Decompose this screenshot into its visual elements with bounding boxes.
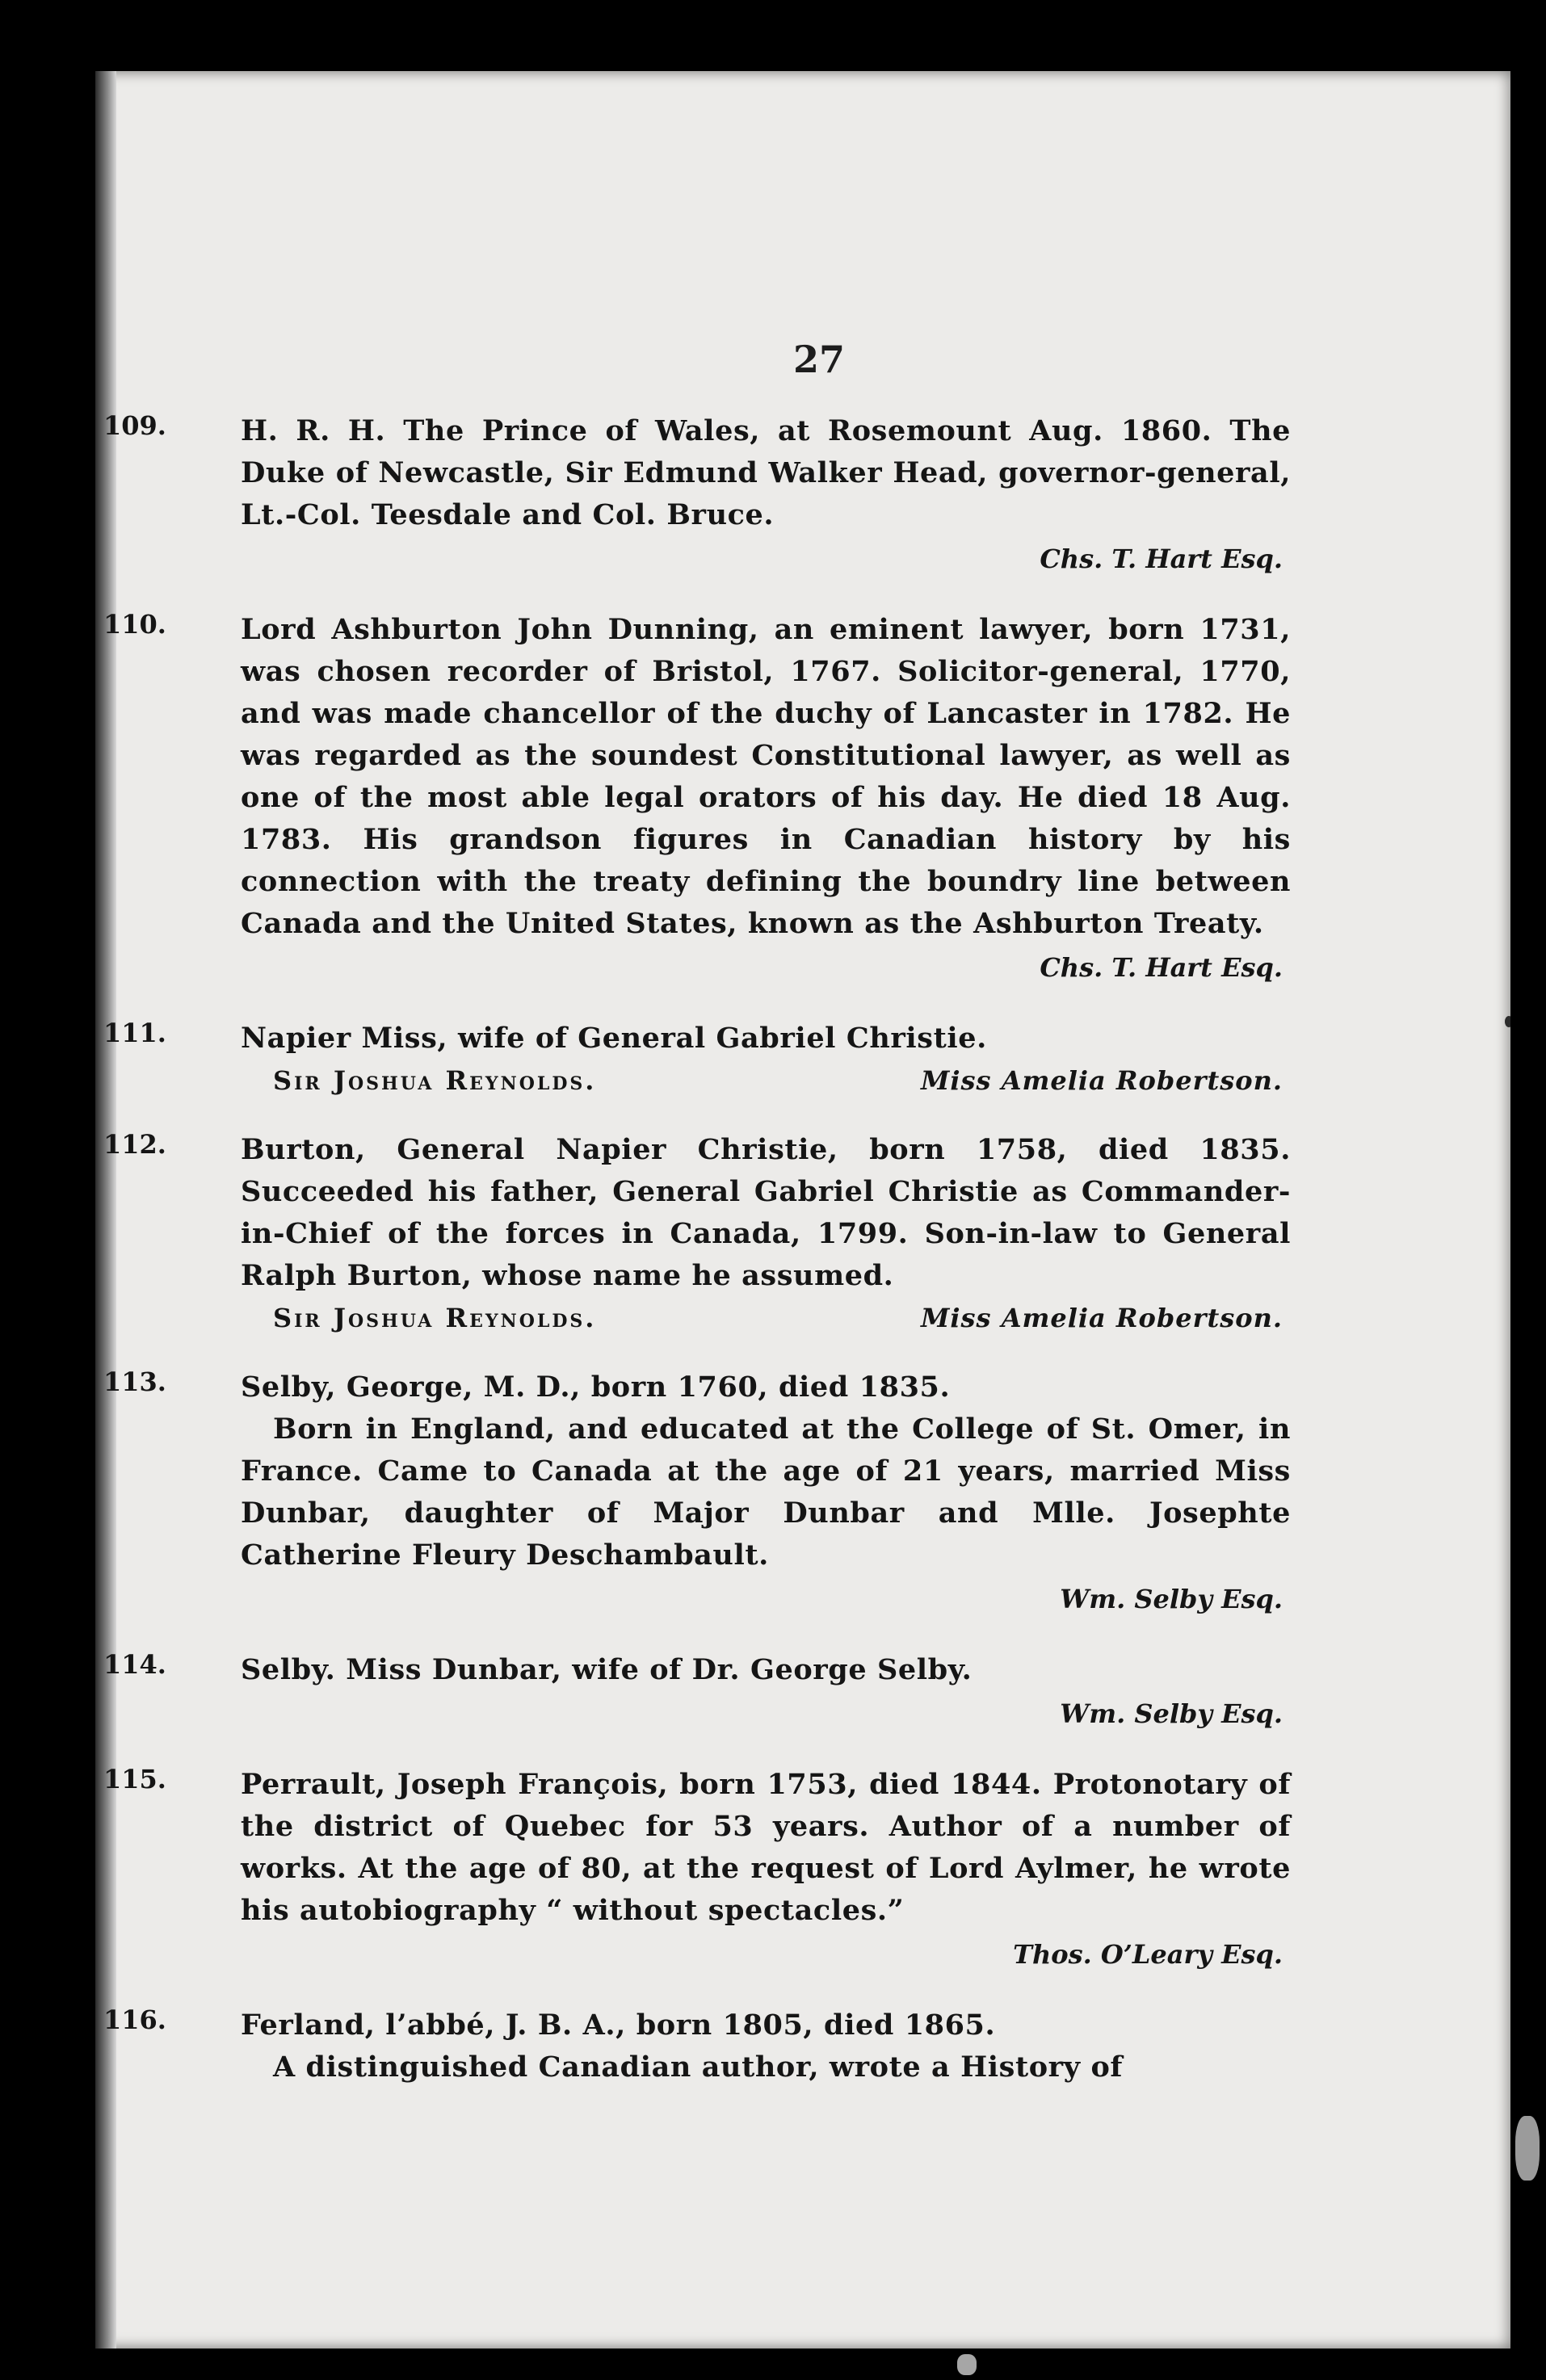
- scan-artifact: [1505, 1016, 1510, 1027]
- entry-text: Lord Ashburton John Dunning, an eminent lawyer, born 1731, was chosen recorder of Bristol, 1767. Solicitor-general, 1770, and was made chancellor of the duchy of Lancaster in 1782. He was regarded as the soundest Constitutional lawyer, as well as one of the most able legal orators of his day. He died 18 Aug. 1783. His grandson figures in Canadian history by his connection with the treaty defining the boundry line between Canada and the United States, known as the Ashburton Treaty.: [241, 613, 1291, 940]
- entry-artist: Sir Joshua Reynolds.: [273, 1065, 597, 1096]
- entry-collection: Miss Amelia Robertson.: [920, 1065, 1283, 1096]
- catalogue-entry-113: [103, 1366, 1291, 1622]
- entry-number: 111.: [103, 1018, 166, 1048]
- entry-text: Selby. Miss Dunbar, wife of Dr. George Selby.: [241, 1653, 973, 1686]
- entry-source: Wm. Selby Esq.: [1060, 1698, 1283, 1729]
- scan-artifact-right: [1515, 2116, 1540, 2181]
- catalogue-entries: [103, 410, 1291, 2116]
- entry-collection: Miss Amelia Robertson.: [920, 1303, 1283, 1333]
- entry-number: 109.: [103, 410, 166, 441]
- entry-text: Selby, George, M. D., born 1760, died 1835.: [241, 1370, 951, 1404]
- entry-number: 116.: [103, 2004, 166, 2035]
- entry-source: Thos. O’Leary Esq.: [1013, 1939, 1283, 1970]
- catalogue-entry-116: [103, 2004, 1291, 2088]
- catalogue-entry-110: [103, 609, 1291, 990]
- page-number: 27: [792, 338, 845, 381]
- catalogue-entry-111: [103, 1018, 1291, 1102]
- catalogue-entry-114: [103, 1649, 1291, 1736]
- entry-number: 113.: [103, 1366, 166, 1397]
- entry-description: A distinguished Canadian author, wrote a History of: [273, 2050, 1124, 2084]
- attribution-line: [241, 1297, 1291, 1339]
- entry-source: Chs. T. Hart Esq.: [1040, 952, 1283, 983]
- entry-number: 115.: [103, 1764, 166, 1794]
- entry-description: Born in England, and educated at the College of St. Omer, in France. Came to Canada at the age of 21 years, married Miss Dunbar, daughter of Major Dunbar and Mlle. Josephte Catherine Fleury Deschambault.: [241, 1412, 1291, 1572]
- catalogue-entry-112: [103, 1129, 1291, 1339]
- entry-source: Wm. Selby Esq.: [1060, 1584, 1283, 1614]
- catalogue-entry-109: [103, 410, 1291, 581]
- entry-text: Perrault, Joseph François, born 1753, died 1844. Protonotary of the district of Quebec for 53 years. Author of a number of works. At the age of 80, at the request of Lord Aylmer, he wrote his autobiography “ without spectacles.”: [241, 1768, 1291, 1927]
- entry-text: Napier Miss, wife of General Gabriel Christie.: [241, 1022, 987, 1055]
- entry-number: 112.: [103, 1129, 166, 1160]
- catalogue-entry-115: [103, 1764, 1291, 1977]
- scanned-page: [95, 71, 1510, 2349]
- entry-number: 110.: [103, 609, 166, 640]
- attribution-line: [241, 1060, 1291, 1102]
- entry-source: Chs. T. Hart Esq.: [1040, 544, 1283, 574]
- entry-text: Burton, General Napier Christie, born 1758, died 1835. Succeeded his father, General Gabriel Christie as Commander-in-Chief of the forces in Canada, 1799. Son-in-law to General Ralph Burton, whose name he assumed.: [241, 1133, 1291, 1292]
- scan-artifact-bottom: [957, 2354, 977, 2375]
- entry-text: Ferland, l’abbé, J. B. A., born 1805, died 1865.: [241, 2009, 996, 2042]
- entry-text: H. R. H. The Prince of Wales, at Rosemount Aug. 1860. The Duke of Newcastle, Sir Edmund Walker Head, governor-general, Lt.-Col. Teesdale and Col. Bruce.: [241, 414, 1291, 531]
- entry-artist: Sir Joshua Reynolds.: [273, 1303, 597, 1333]
- entry-number: 114.: [103, 1649, 166, 1680]
